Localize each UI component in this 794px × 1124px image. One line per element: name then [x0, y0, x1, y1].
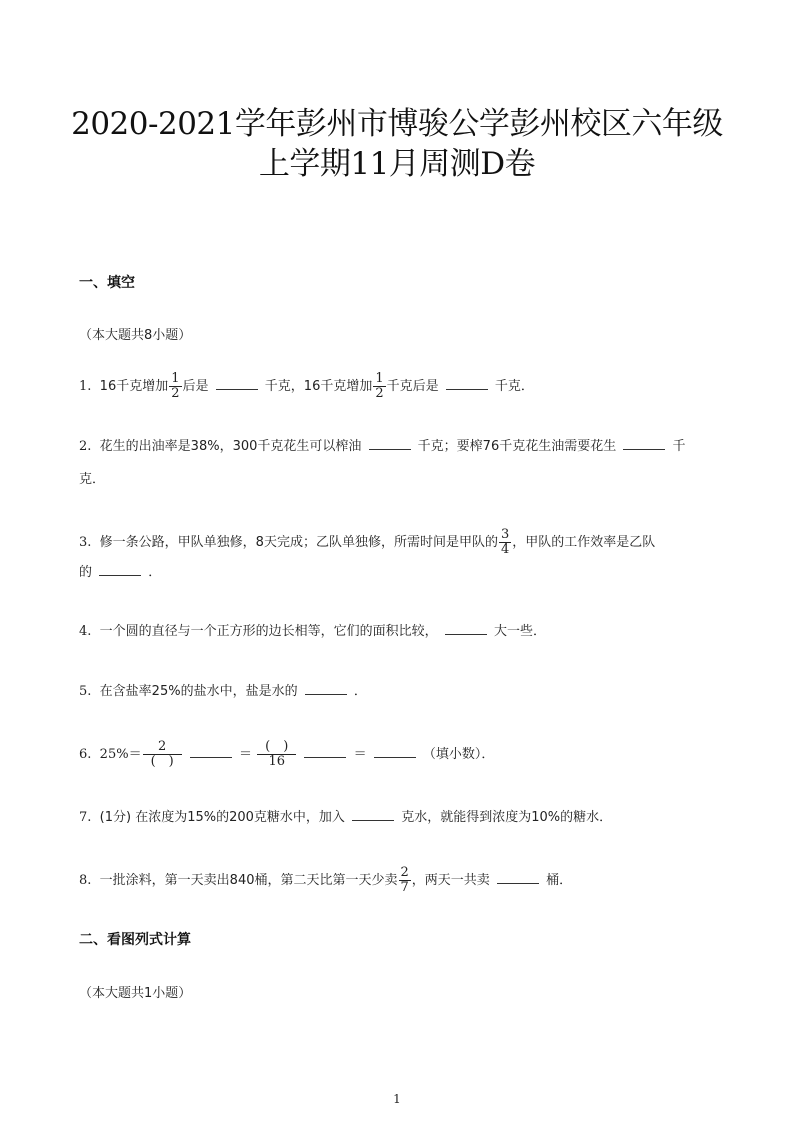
- answer-blank[interactable]: [497, 871, 539, 884]
- answer-blank[interactable]: [369, 437, 411, 450]
- question-2: 2. 花生的出油率是38%，300千克花生可以榨油 千克；要榨76千克花生油需要花生 千: [79, 439, 686, 454]
- section-note-picture-calc: （本大题共1小题）: [79, 986, 192, 1001]
- question-2-continuation: 克．: [79, 472, 106, 487]
- answer-blank[interactable]: [305, 682, 347, 695]
- fraction: $\frac{2}{7}$: [400, 865, 409, 895]
- question-7: 7. (1分) 在浓度为15%的200克糖水中，加入 克水，就能得到浓度为10%的糖水．: [79, 810, 613, 825]
- answer-blank[interactable]: [352, 808, 394, 821]
- answer-blank[interactable]: [304, 745, 346, 758]
- document-title-line-1: 2020-2021学年彭州市博骏公学彭州校区六年级: [71, 106, 723, 142]
- answer-blank[interactable]: [445, 622, 487, 635]
- question-1: 1. 16千克增加 $\frac{1}{2}$ 后是 千克，16千克增加 $\frac{1}{2}$ 千克后是 千克．: [79, 371, 534, 401]
- question-3-continuation: 的 ．: [79, 565, 162, 580]
- page-number: 1: [393, 1092, 401, 1106]
- question-8: 8. 一批涂料，第一天卖出840桶，第二天比第一天少卖 $\frac{2}{7}$ ，两天一共卖 桶．: [79, 865, 573, 895]
- question-3: 3. 修一条公路，甲队单独修，8天完成；乙队单独修，所需时间是甲队的 $\frac{3}{4}$ ，甲队的工作效率是乙队: [79, 527, 656, 557]
- document-title-line-2: 上学期11月周测D卷: [258, 146, 536, 182]
- question-5: 5. 在含盐率25%的盐水中，盐是水的 ．: [79, 684, 367, 699]
- section-note-fill-blank: （本大题共8小题）: [79, 328, 192, 343]
- fraction: $\frac{1}{2}$: [375, 371, 384, 401]
- fraction: $\frac{1}{2}$: [171, 371, 180, 401]
- fraction: $\frac{2}{( )}$: [143, 740, 182, 769]
- fraction: $\frac{3}{4}$: [500, 527, 510, 557]
- answer-blank[interactable]: [99, 563, 141, 576]
- section-heading-fill-blank: 一、填空: [79, 275, 135, 291]
- answer-blank[interactable]: [623, 437, 665, 450]
- question-4: 4. 一个圆的直径与一个正方形的边长相等，它们的面积比较， 大一些．: [79, 624, 546, 639]
- section-heading-picture-calc: 二、看图列式计算: [79, 932, 191, 948]
- answer-blank[interactable]: [446, 377, 488, 390]
- question-6: 6. 25%＝ $\frac{2}{( )}$ ＝ $\frac{( )}{16}$ ＝ （填小数）．: [79, 739, 495, 769]
- fraction: $\frac{( )}{16}$: [257, 740, 296, 769]
- answer-blank[interactable]: [190, 745, 232, 758]
- answer-blank[interactable]: [216, 377, 258, 390]
- answer-blank[interactable]: [374, 745, 416, 758]
